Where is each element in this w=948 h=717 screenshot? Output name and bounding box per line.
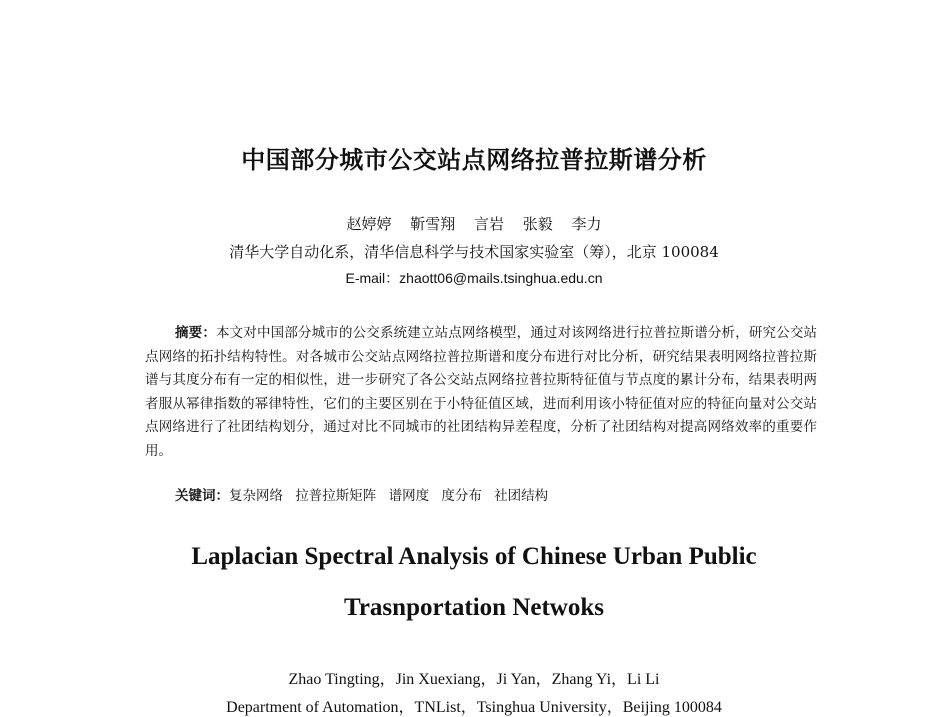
keywords-text: 复杂网络 拉普拉斯矩阵 谱网度 度分布 社团结构 — [229, 488, 549, 504]
chinese-affiliation: 清华大学自动化系，清华信息科学与技术国家实验室（筹），北京 100084 — [229, 243, 719, 261]
chinese-keywords — [175, 484, 548, 508]
english-affiliation: Department of Automation，TNList，Tsinghua University，Beijing 100084 — [226, 699, 722, 716]
english-title-line-1: Laplacian Spectral Analysis of Chinese Urban Public — [191, 543, 757, 570]
abstract-text: 本文对中国部分城市的公交系统建立站点网络模型，通过对该网络进行拉普拉斯谱分析，研究公交站点网络的拓扑结构特性。对各城市公交站点网络拉普拉斯谱和度分布进行对比分析，研究结果表明网络拉普拉斯谱与其度分布有一定的相似性，进一步研究了各公交站点网络拉普拉斯特征值与节点度的累计分布，结果表明两者服从幂律指数的幂律特性，它们的主要区别在于小特征值区域，进而利用该小特征值对应的特征向量对公交站点网络进行了社团结构划分，通过对比不同城市的社团结构异差程度，分析了社团结构对提高网络效率的重要作用。 — [145, 325, 818, 459]
email-address: E-mail：zhaott06@mails.tsinghua.edu.cn — [345, 270, 603, 286]
chinese-authors: 赵婷婷 靳雪翔 言岩 张毅 李力 — [346, 215, 602, 233]
chinese-title: 中国部分城市公交站点网络拉普拉斯谱分析 — [241, 145, 707, 174]
english-authors: Zhao Tingting，Jin Xuexiang，Ji Yan，Zhang Yi，Li Li — [288, 671, 660, 688]
keywords-label: 关键词： — [175, 488, 229, 504]
chinese-abstract — [145, 322, 817, 464]
english-title-line-2: Trasnportation Netwoks — [344, 594, 604, 621]
abstract-label: 摘要： — [175, 325, 216, 341]
